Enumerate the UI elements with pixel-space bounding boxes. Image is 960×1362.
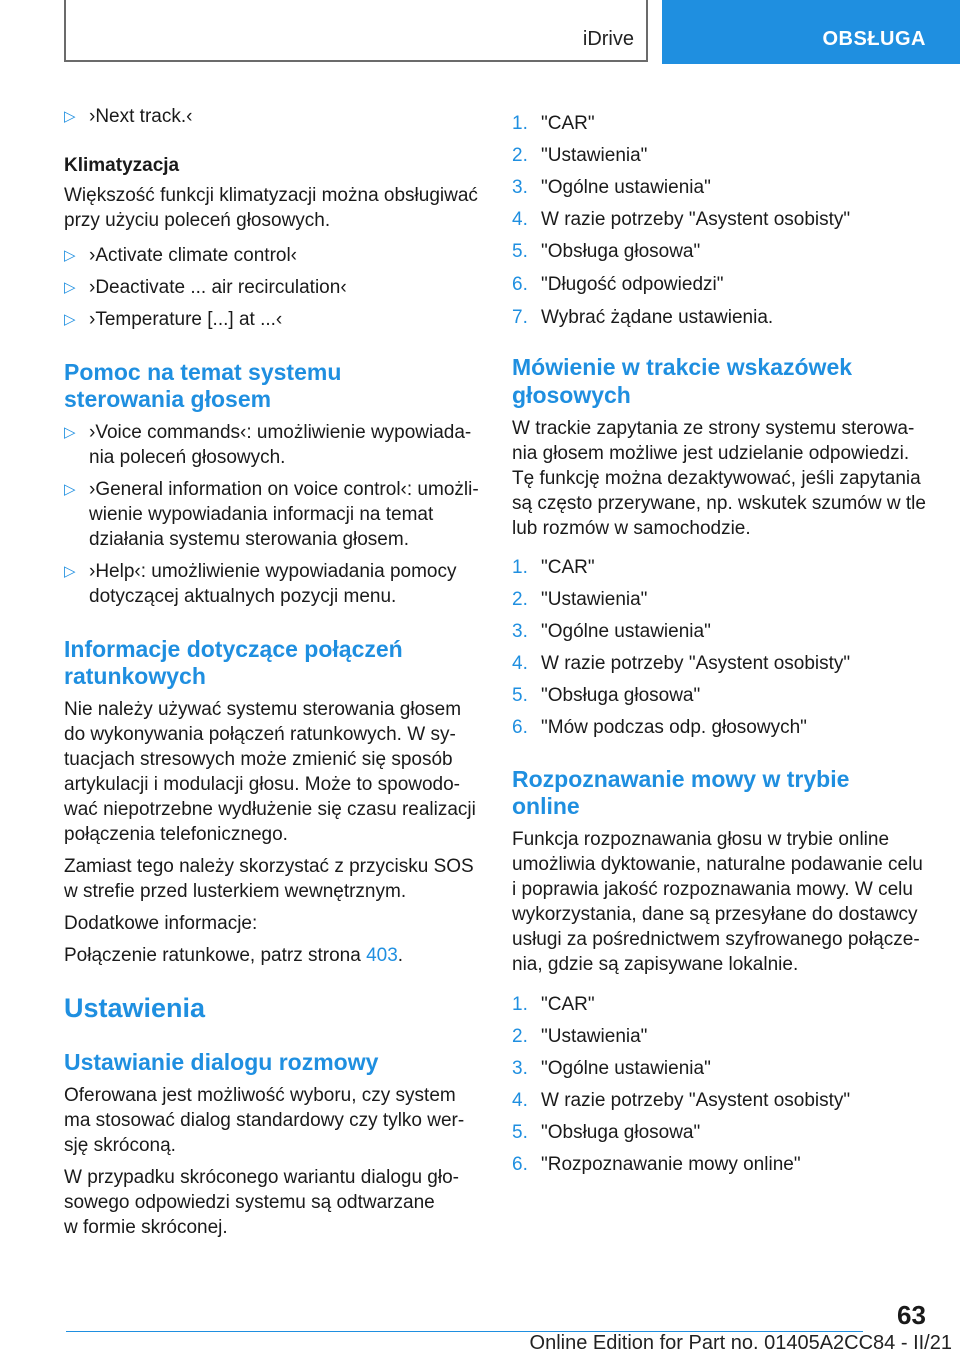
paragraph-line: lub rozmów w samochodzie. [512,518,751,539]
paragraph-line: Dodatkowe informacje: [64,913,258,934]
paragraph-line: nia, gdzie są zapisywane lokalnie. [512,954,799,975]
cross-reference-line: Połączenie ratunkowe, patrz strona 403. [64,945,404,966]
bullet-triangle-icon: ▷ [64,311,76,328]
paragraph-line: Funkcja rozpoznawania głosu w trybie online [512,829,890,850]
header-chapter-label: OBSŁUGA [822,28,926,50]
paragraph-line: są często przerywane, np. wskutek szumów w tle [512,493,926,514]
info-heading-line: Informacje dotyczące połączeń [64,636,403,662]
mowienie-heading-line: głosowych [512,382,631,408]
page-number: 63 [897,1300,926,1330]
paragraph-line: usługi za pośrednictwem szyfrowanego połącze- [512,929,920,950]
paragraph-line: do wykonywania połączeń ratunkowych. W sy- [64,724,456,745]
paragraph-line: W trackie zapytania ze strony systemu sterowa- [512,418,915,439]
pomoc-heading-line: sterowania głosem [64,386,272,412]
paragraph-line: Nie należy używać systemu sterowania głosem [64,699,462,720]
paragraph-line: w formie skróconej. [64,1217,228,1238]
header-section-label: iDrive [582,28,634,50]
paragraph-line: artykulacji i modulacji głosu. Może to spowodo- [64,774,461,795]
bullet-triangle-icon: ▷ [64,247,76,264]
mowienie-heading-line: Mówienie w trakcie wskazówek [512,354,853,380]
paragraph-line: sję skróconą. [64,1135,176,1156]
page-link-403[interactable]: 403 [366,945,398,966]
paragraph-line: W przypadku skróconego wariantu dialogu gło- [64,1167,459,1188]
bullet-triangle-icon: ▷ [64,563,76,580]
paragraph-line: wykorzystania, dane są przesyłane do dostawcy [512,904,918,925]
paragraph-line: Zamiast tego należy skorzystać z przycisku SOS [64,856,474,877]
paragraph-line: Oferowana jest możliwość wyboru, czy system [64,1085,456,1106]
header-left-box [64,0,648,62]
paragraph-line: sowego odpowiedzi systemu są odtwarzane [64,1192,435,1213]
paragraph-line: przy użyciu poleceń głosowych. [64,210,331,231]
paragraph-line: połączenia telefonicznego. [64,824,288,845]
bullet-triangle-icon: ▷ [64,424,76,441]
paragraph-line: tuacjach stresowych może zmienić się sposób [64,749,453,770]
paragraph-line: Tę funkcję można dezaktywować, jeśli zapytania [512,468,921,489]
rozpozn-heading-line: online [512,793,580,819]
ustawienia-heading: Ustawienia [64,993,206,1023]
paragraph-line: nia głosem możliwe jest udzielanie odpowiedzi. [512,443,910,464]
paragraph-line: w strefie przed lusterkiem wewnętrznym. [64,881,407,902]
info-heading-line: ratunkowych [64,663,206,689]
header-chapter-tab [662,0,960,64]
rozpozn-heading-line: Rozpoznawanie mowy w trybie [512,766,850,792]
paragraph-line: umożliwia dyktowanie, naturalne podawanie celu [512,854,923,875]
klimatyzacja-heading: Klimatyzacja [64,155,180,176]
paragraph-line: wać niepotrzebne wydłużenie się czasu realizacji [64,799,476,820]
paragraph-line: Większość funkcji klimatyzacji można obsługiwać [64,185,478,206]
pomoc-heading-line: Pomoc na temat systemu [64,359,342,385]
bullet-triangle-icon: ▷ [64,481,76,498]
paragraph-line: ma stosować dialog standardowy czy tylko wer- [64,1110,465,1131]
bullet-triangle-icon: ▷ [64,108,76,125]
footer-edition: Online Edition for Part no. 01405A2CC84 - II/21 [529,1332,952,1354]
dialog-heading: Ustawianie dialogu rozmowy [64,1049,379,1075]
bullet-triangle-icon: ▷ [64,279,76,296]
paragraph-line: i poprawia jakość rozpoznawania mowy. W celu [512,879,913,900]
